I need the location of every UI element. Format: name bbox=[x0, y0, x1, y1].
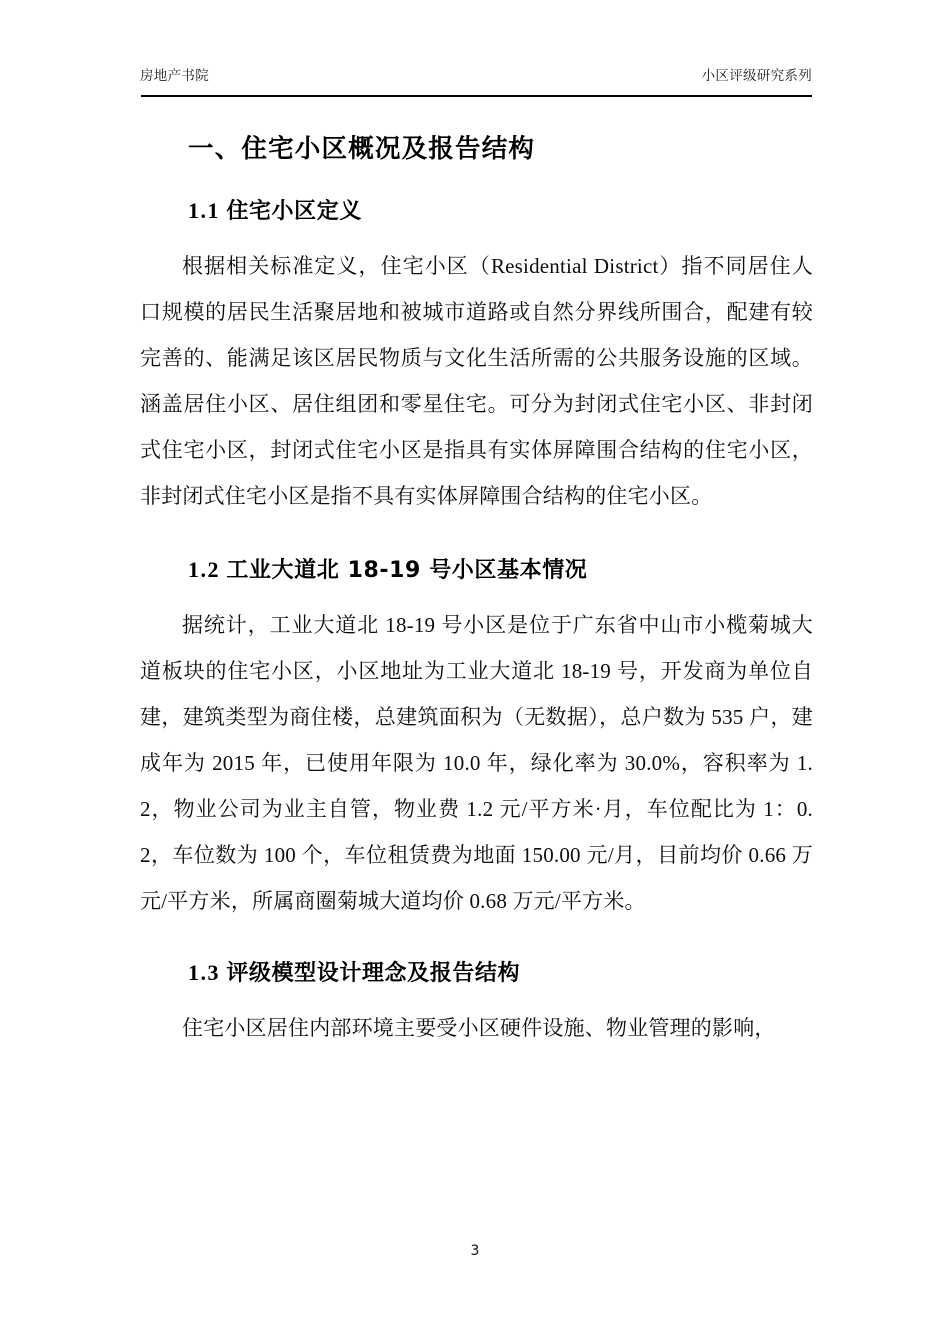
paragraph-1-1: 根据相关标准定义，住宅小区（Residential District）指不同居住人口规模的居民生活聚居地和被城市道路或自然分界线所围合，配建有较完善的、能满足该区居民物质与文化生活所需的公共服务设施的区域。涵盖居住小区、居住组团和零星住宅。可分为封闭式住宅小区、非封闭式住宅小区，封闭式住宅小区是指具有实体屏障围合结构的住宅小区，非封闭式住宅小区是指不具有实体屏障围合结构的住宅小区。 bbox=[140, 254, 813, 508]
spacer bbox=[140, 172, 813, 190]
paragraph-1-3: 住宅小区居住内部环境主要受小区硬件设施、物业管理的影响， bbox=[182, 1016, 776, 1040]
header-left-text: 房地产书院 bbox=[140, 68, 209, 84]
section-heading-1-3 bbox=[140, 952, 813, 995]
section-label: 工业大道北 18-19 号小区基本情况 bbox=[226, 558, 588, 583]
section-label: 评级模型设计理念及报告结构 bbox=[226, 961, 521, 986]
section-heading-1-2 bbox=[140, 549, 813, 592]
section-number: 1.3 bbox=[188, 960, 220, 985]
spacer bbox=[140, 519, 813, 549]
running-header bbox=[140, 68, 812, 88]
section-number: 1.1 bbox=[188, 198, 220, 223]
section-number: 1.2 bbox=[188, 557, 220, 582]
header-right-text: 小区评级研究系列 bbox=[701, 68, 812, 84]
spacer bbox=[140, 924, 813, 952]
spacer bbox=[140, 995, 813, 1005]
spacer bbox=[140, 233, 813, 243]
paragraph-1-2: 据统计，工业大道北 18-19 号小区是位于广东省中山市小榄菊城大道板块的住宅小区，小区地址为工业大道北 18-19 号，开发商为单位自建，建筑类型为商住楼，总建筑面积为（无数据），总户数为 535 户，建成年为 2015 年，已使用年限为 10.0 年，绿化率为 30.0%，容积率为 1.2，物业公司为业主自管，物业费 1.2 元/平方米·月，车位配比为 1：0.2，车位数为 100 个，车位租赁费为地面 150.00 元/月，目前均价 0.66 万元/平方米，所属商圈菊城大道均价 0.68 万元/平方米。 bbox=[140, 613, 813, 913]
header-divider-rule bbox=[141, 95, 812, 97]
section-heading-1-1 bbox=[140, 190, 813, 233]
page-number: 3 bbox=[470, 1243, 480, 1259]
section-label: 住宅小区定义 bbox=[226, 199, 362, 224]
page-content bbox=[140, 126, 813, 1051]
chapter-heading: 一、住宅小区概况及报告结构 bbox=[188, 134, 536, 164]
spacer bbox=[140, 592, 813, 602]
